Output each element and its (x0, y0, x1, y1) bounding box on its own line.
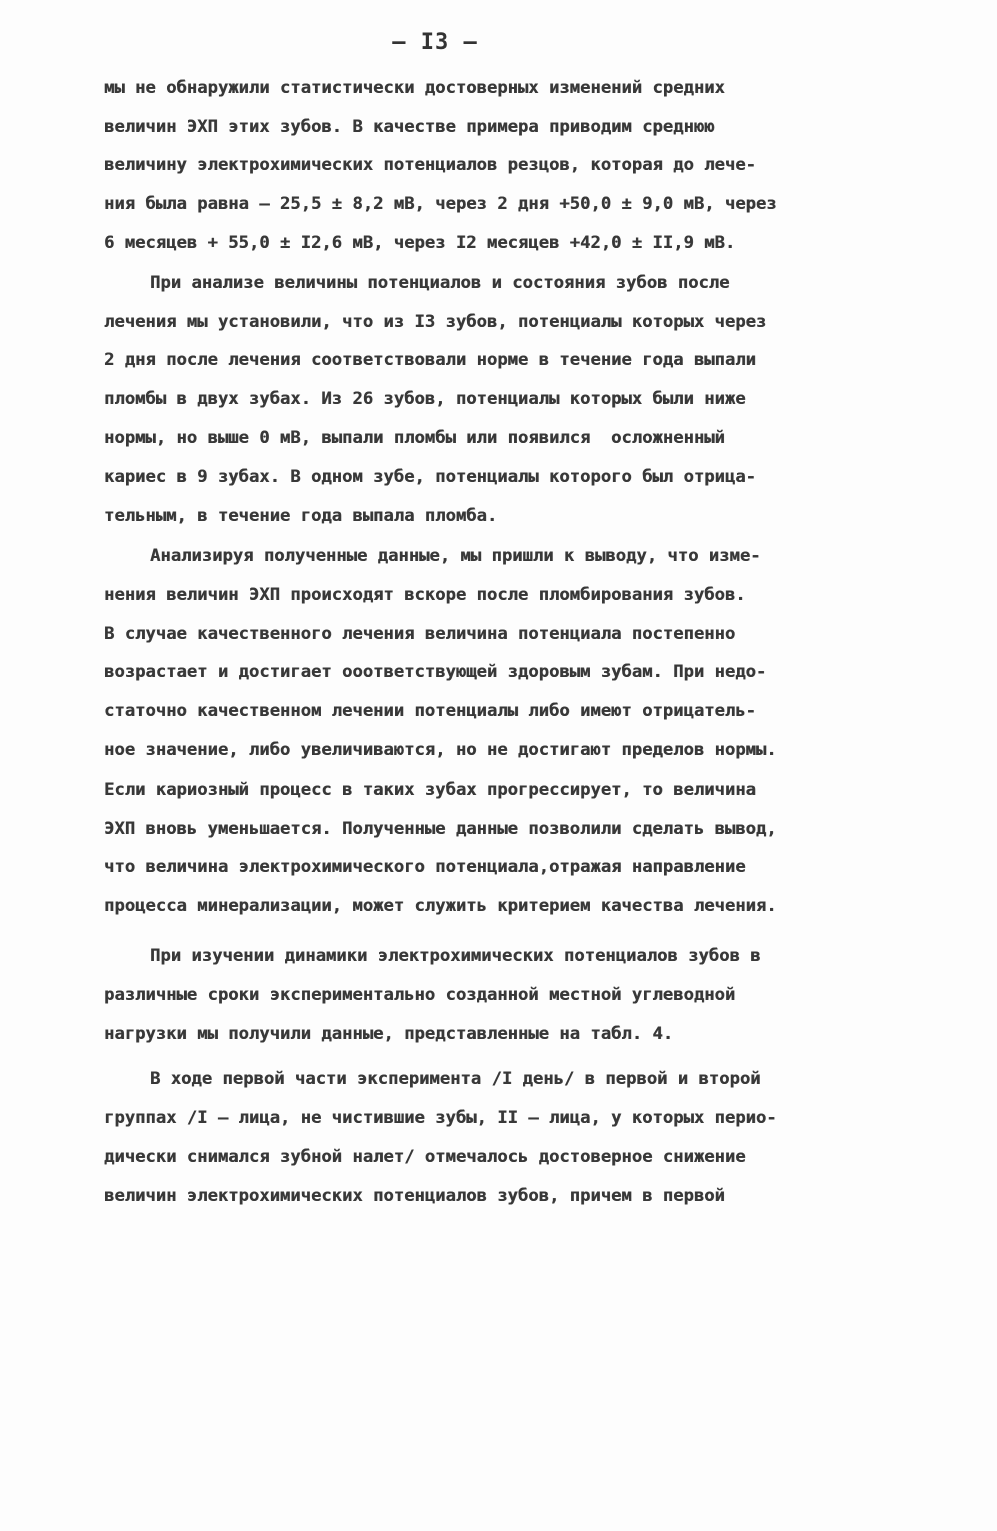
text-line: 6 месяцев + 55,0 ± I2,6 мВ, через I2 месяцев +42,0 ± II,9 мВ. (104, 233, 736, 253)
text-line: величин ЭХП этих зубов. В качестве примера приводим среднюю (104, 117, 715, 137)
text-line: кариес в 9 зубах. В одном зубе, потенциалы которого был отрица- (104, 467, 756, 487)
text-line: дически снимался зубной налет/ отмечалось достоверное снижение (104, 1147, 746, 1167)
text-line: величину электрохимических потенциалов резцов, которая до лече- (104, 155, 756, 175)
text-line: что величина электрохимического потенциала,отражая направление (104, 857, 746, 877)
text-line: различные сроки экспериментально созданной местной углеводной (104, 985, 736, 1005)
text-line: ное значение, либо увеличиваются, но не достигают пределов нормы. (104, 740, 777, 760)
text-line: ЭХП вновь уменьшается. Полученные данные позволили сделать вывод, (104, 819, 777, 839)
text-line: ния была равна – 25,5 ± 8,2 мВ, через 2 дня +50,0 ± 9,0 мВ, через (104, 194, 777, 214)
text-line: При изучении динамики электрохимических потенциалов зубов в (150, 946, 761, 966)
text-line: нормы, но выше 0 мВ, выпали пломбы или появился осложненный (104, 428, 725, 448)
text-line: группах /I – лица, не чистившие зубы, II – лица, у которых перио- (104, 1108, 777, 1128)
text-line: 2 дня после лечения соответствовали норме в течение года выпали (104, 350, 756, 370)
text-line: Если кариозный процесс в таких зубах прогрессирует, то величина (104, 780, 756, 800)
text-line: нагрузки мы получили данные, представленные на табл. 4. (104, 1024, 674, 1044)
text-line: При анализе величины потенциалов и состояния зубов после (150, 273, 730, 293)
text-line: нения величин ЭХП происходят вскоре после пломбирования зубов. (104, 585, 746, 605)
text-line: лечения мы установили, что из I3 зубов, потенциалы которых через (104, 312, 767, 332)
page-number: – I3 – (392, 30, 478, 55)
text-line: тельным, в течение года выпала пломба. (104, 506, 498, 526)
text-line: Анализируя полученные данные, мы пришли к выводу, что изме- (150, 546, 761, 566)
text-line: величин электрохимических потенциалов зубов, причем в первой (104, 1186, 725, 1206)
text-line: возрастает и достигает ооответствующей здоровым зубам. При недо- (104, 662, 767, 682)
text-line: пломбы в двух зубах. Из 26 зубов, потенциалы которых были ниже (104, 389, 746, 409)
text-line: статочно качественном лечении потенциалы либо имеют отрицатель- (104, 701, 756, 721)
text-line: В случае качественного лечения величина потенциала постепенно (104, 624, 736, 644)
text-line: мы не обнаружили статистически достоверных изменений средних (104, 78, 725, 98)
text-line: процесса минерализации, может служить критерием качества лечения. (104, 896, 777, 916)
text-line: В ходе первой части эксперимента /I день/ в первой и второй (150, 1069, 761, 1089)
